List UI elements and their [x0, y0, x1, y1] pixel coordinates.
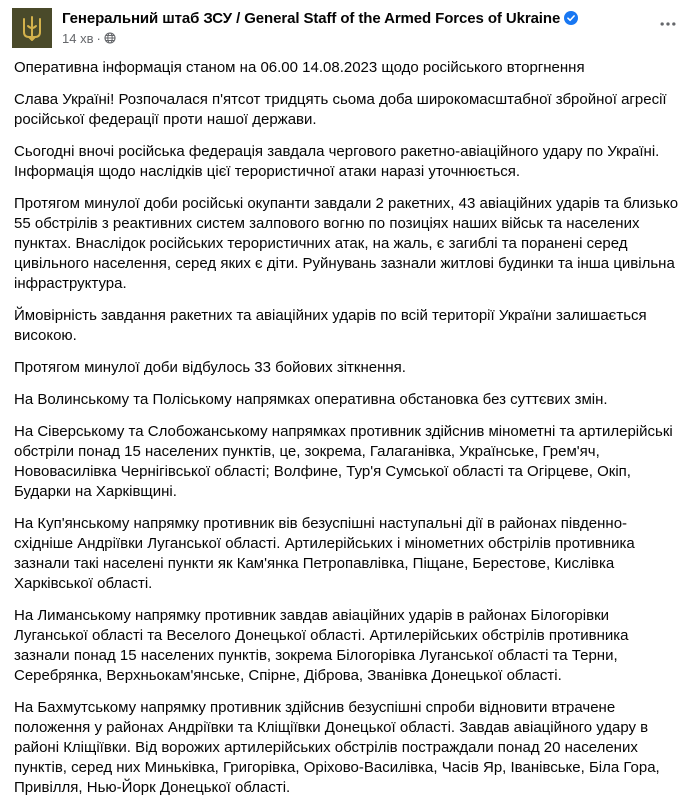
post-paragraph: Протягом минулої доби російські окупанти завдали 2 ракетних, 43 авіаційних ударів та близько 55 обстрілів з реактивних систем залпового вогню по позиціях наших військ та населених пунктах. Внаслідок російських терористичних атак, на жаль, є загиблі та поранені серед цивільного населення, серед яких є діти. Руйнувань зазнали житлові будинки та інша цивільна інфраструктура.: [14, 195, 679, 292]
post-paragraph: На Бахмутському напрямку противник здійснив безуспішні спроби відновити втрачене положення у районах Андріївки та Кліщіївки Донецької області. Завдав авіаційного удару в районі Кліщіївки. Від ворожих артилерійських обстрілів постраждали понад 20 населених пунктів, серед них Миньківка, Григорівка, Оріхово-Василівка, Часів Яр, Іванівське, Біла Гора, Привілля, Нью-Йорк Донецької області.: [14, 699, 660, 796]
globe-icon[interactable]: [104, 32, 116, 44]
meta-separator: ·: [96, 30, 101, 46]
page-name-link[interactable]: Генеральний штаб ЗСУ / General Staff of the Armed Forces of Ukraine: [62, 9, 561, 27]
post-paragraph: На Лиманському напрямку противник завдав авіаційних ударів в районах Білогорівки Луганської області та Веселого Донецької області. Артилерійських обстрілів противника зазнали понад 15 населених пунктів, зокрема Білогорівка Луганської області та Терни, Серебрянка, Верхньокам'янське, Спірне, Діброва, Званівка Донецької області.: [14, 607, 629, 684]
page-name-row: [62, 8, 578, 28]
post-paragraph: Протягом минулої доби відбулось 33 бойових зіткнення.: [14, 359, 406, 376]
post-paragraph: На Сіверському та Слобожанському напрямках противник здійснив мінометні та артилерійські обстріли понад 15 населених пунктів, це, зокрема, Галаганівка, Українське, Грем'яч, Нововасилівка Чернігівської області; Волфине, Тур'я Сумської області та Огірцеве, Окіп, Бударки на Харківщині.: [14, 423, 673, 500]
verified-badge-icon: [564, 11, 578, 25]
post-content: [14, 58, 680, 810]
page-avatar[interactable]: [12, 8, 52, 48]
more-options-icon: [658, 14, 678, 34]
more-options-button[interactable]: [656, 12, 680, 36]
post-paragraph: Слава Україні! Розпочалася п'ятсот тридцять сьома доба широкомасштабної збройної агресії російської федерації проти нашої держави.: [14, 91, 667, 128]
post-paragraph: Сьогодні вночі російська федерація завдала чергового ракетно-авіаційного удару по Україні. Інформація щодо наслідків цієї терористичної атаки наразі уточнюється.: [14, 143, 660, 180]
post-paragraph: Оперативна інформація станом на 06.00 14.08.2023 щодо російського вторгнення: [14, 59, 585, 76]
trident-emblem-icon: [12, 8, 52, 48]
post-meta: [62, 30, 116, 46]
post-paragraph: На Волинському та Поліському напрямках оперативна обстановка без суттєвих змін.: [14, 391, 608, 408]
post-paragraph: Ймовірність завдання ракетних та авіаційних ударів по всій території України залишається високою.: [14, 307, 647, 344]
post-paragraph: На Куп'янському напрямку противник вів безуспішні наступальні дії в районах південно-східніше Андріївки Луганської області. Артилерійських і мінометних обстрілів противника зазнали такі населені пункти як Кам'янка Петропавлівка, Піщане, Берестове, Кислівка Харківської області.: [14, 515, 635, 592]
post-timestamp[interactable]: 14 хв: [62, 30, 94, 46]
post-header: [12, 8, 682, 52]
